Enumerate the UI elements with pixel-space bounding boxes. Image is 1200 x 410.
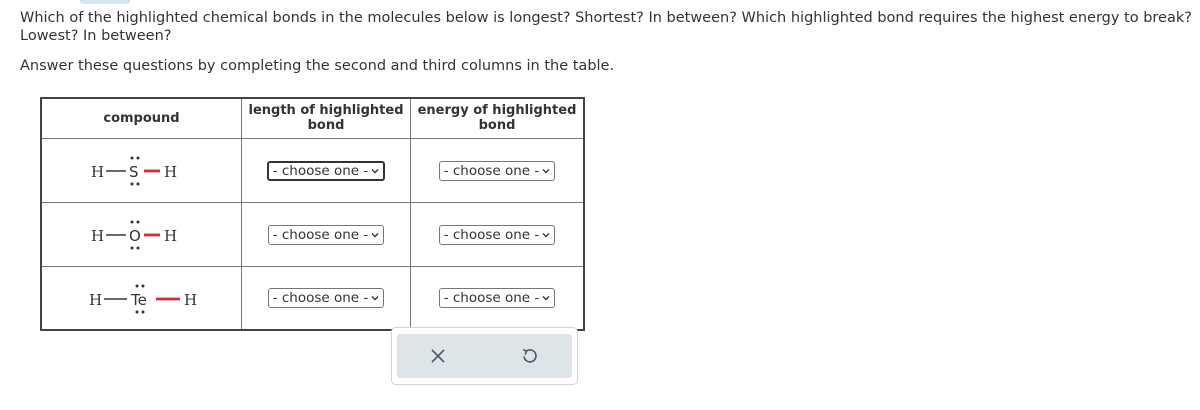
lone-pair-dot	[137, 182, 140, 185]
energy-cell	[411, 266, 585, 330]
h2o-structure	[42, 203, 241, 267]
table-row	[41, 138, 584, 202]
header-compound: compound	[41, 98, 242, 138]
lone-pair-dot	[131, 246, 134, 249]
compound-cell	[41, 266, 242, 330]
atom-left: H	[91, 226, 105, 245]
instruction-text: Answer these questions by completing the second and third columns in the table.	[20, 58, 615, 74]
compound-cell	[41, 202, 242, 266]
lone-pair-dot	[137, 220, 140, 223]
energy-select[interactable]	[439, 288, 556, 308]
energy-cell	[411, 138, 585, 202]
atom-left: H	[91, 162, 105, 181]
chevron-down-icon	[542, 231, 550, 239]
reset-button[interactable]	[520, 346, 540, 366]
length-cell	[242, 266, 411, 330]
length-select[interactable]	[267, 161, 386, 181]
energy-select[interactable]	[439, 161, 556, 181]
lone-pair-dot	[131, 182, 134, 185]
table-row	[41, 202, 584, 266]
controls-panel	[397, 334, 572, 378]
answer-table	[40, 97, 585, 331]
atom-left: H	[89, 290, 103, 309]
lone-pair-dot	[137, 156, 140, 159]
select-value: - choose one -	[272, 226, 369, 243]
header-length: length of highlighted bond	[242, 98, 411, 138]
chevron-down-icon	[542, 294, 550, 302]
h2s-structure	[42, 139, 241, 203]
chevron-down-icon	[542, 167, 550, 175]
header-energy: energy of highlighted bond	[411, 98, 585, 138]
chevron-down-icon	[371, 167, 379, 175]
chevron-down-icon	[371, 294, 379, 302]
energy-select[interactable]	[439, 225, 556, 245]
clear-button[interactable]	[428, 346, 448, 366]
question-text: Which of the highlighted chemical bonds in the molecules below is longest? Shortest? In between? Which highlighted bond requires the highest energy to break? Lowest? In between?	[20, 10, 1192, 44]
x-icon	[428, 346, 448, 366]
lone-pair-dot	[136, 284, 139, 287]
atom-right: H	[164, 162, 178, 181]
lone-pair-dot	[136, 310, 139, 313]
atom-right: H	[184, 290, 198, 309]
answer-controls	[391, 327, 578, 385]
select-value: - choose one -	[443, 162, 540, 179]
lone-pair-dot	[142, 310, 145, 313]
atom-right: H	[164, 226, 178, 245]
select-value: - choose one -	[443, 290, 540, 307]
lone-pair-dot	[137, 246, 140, 249]
energy-cell	[411, 202, 585, 266]
chevron-down-icon	[371, 231, 379, 239]
lone-pair-dot	[131, 156, 134, 159]
length-cell	[242, 138, 411, 202]
atom-center: O	[129, 226, 141, 245]
lone-pair-dot	[142, 284, 145, 287]
select-value: - choose one -	[443, 226, 540, 243]
length-select[interactable]	[268, 225, 385, 245]
undo-icon	[520, 346, 540, 366]
compound-cell	[41, 138, 242, 202]
length-cell	[242, 202, 411, 266]
atom-center: S	[129, 162, 139, 181]
select-value: - choose one -	[272, 162, 369, 179]
table-header-row	[41, 98, 584, 138]
atom-center: Te	[131, 290, 147, 309]
length-select[interactable]	[268, 288, 385, 308]
select-value: - choose one -	[272, 290, 369, 307]
table-row	[41, 266, 584, 330]
lone-pair-dot	[131, 220, 134, 223]
top-accent-tab	[80, 0, 130, 4]
h2te-structure	[42, 267, 241, 331]
